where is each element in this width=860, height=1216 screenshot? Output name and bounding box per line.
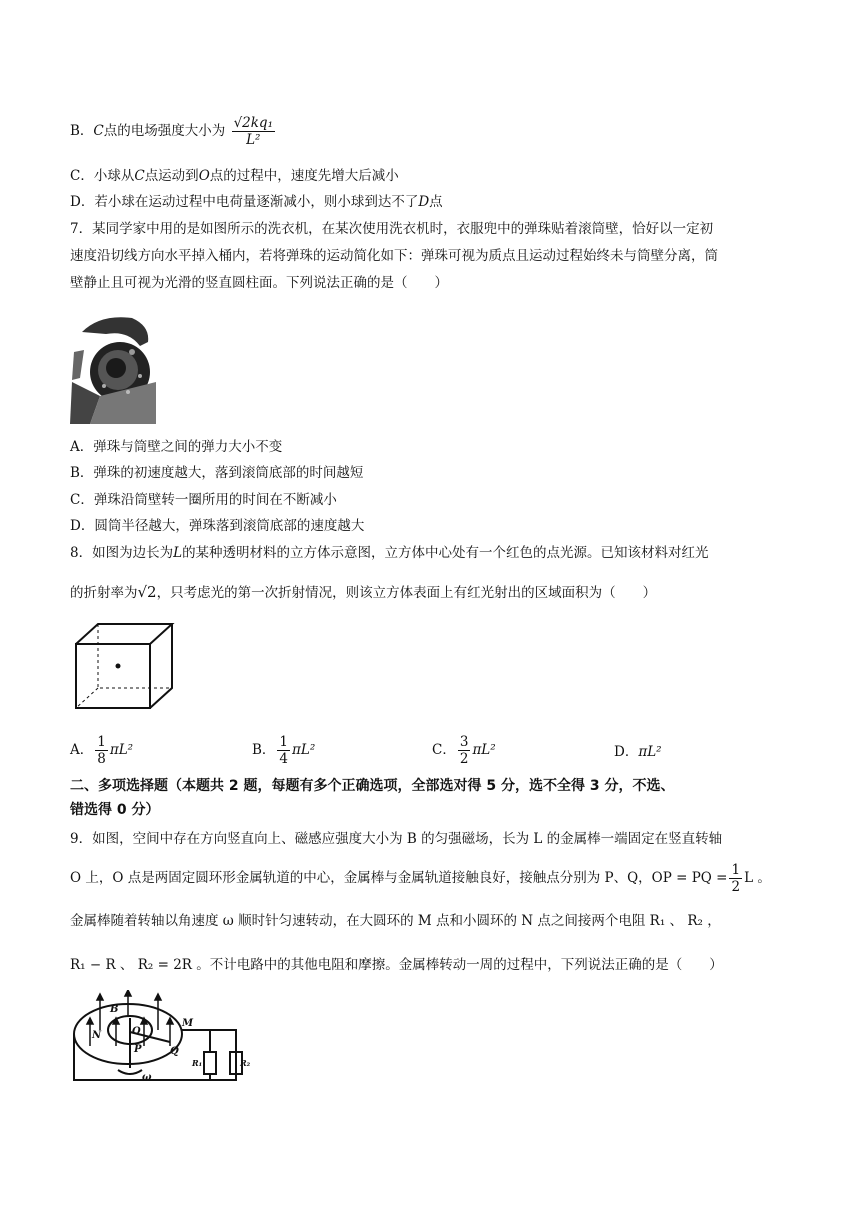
rotating-rod-circuit-figure — [70, 990, 250, 1086]
section-2-heading-line2: 错选得 0 分） — [70, 802, 160, 818]
q8-option-a: A． $\frac{1}{8}$ πL² — [70, 734, 134, 767]
washing-machine-figure — [70, 312, 156, 424]
cube-figure — [72, 620, 176, 712]
q6-option-c: C．小球从C点运动到O点的过程中，速度先增大后减小 — [70, 168, 399, 184]
q9-stem-line2: O 上，O 点是两固定圆环形金属轨道的中心，金属棒与金属轨道接触良好，接触点分别为 P、Q，OP = PQ = $\frac{1}{2}$ L 。 — [70, 862, 771, 895]
q7-stem-line3: 壁静止且可视为光滑的竖直圆柱面。下列说法正确的是（ ） — [70, 275, 448, 291]
label-r2: R₂ — [240, 1058, 250, 1068]
circuit-icon — [70, 990, 250, 1086]
q8-option-d: D．πL² — [614, 744, 662, 760]
q8-stem-line2: 的折射率为√2，只考虑光的第一次折射情况，则该立方体表面上有红光射出的区域面积为（ ） — [70, 583, 657, 601]
label-b: B — [110, 1004, 119, 1015]
sqrt-two: √2 — [137, 583, 157, 601]
q6-option-b-label: B． — [70, 123, 94, 139]
q6-option-d: D．若小球在运动过程中电荷量逐渐减小，则小球到达不了D点 — [70, 194, 443, 210]
q6-option-b — [70, 115, 277, 148]
light-source-dot — [116, 664, 121, 669]
label-o: O — [132, 1026, 141, 1037]
label-p: P — [134, 1044, 142, 1055]
q7-stem-line1: 7．某同学家中用的是如图所示的洗衣机，在某次使用洗衣机时，衣服兜中的弹珠贴着滚筒壁，恰好以一定初 — [70, 221, 714, 237]
washing-machine-icon — [70, 312, 156, 424]
q8-stem-line1: 8．如图为边长为L的某种透明材料的立方体示意图，立方体中心处有一个红色的点光源。已知该材料对红光 — [70, 545, 709, 561]
q9-stem-line3: 金属棒随着转轴以角速度 ω 顺时针匀速转动，在大圆环的 M 点和小圆环的 N 点之间接两个电阻 R₁ 、 R₂ ， — [70, 913, 721, 929]
q9-stem-line1: 9．如图，空间中存在方向竖直向上、磁感应强度大小为 B 的匀强磁场，长为 L 的金属棒一端固定在竖直转轴 — [70, 831, 723, 847]
point-c: C — [93, 123, 104, 139]
label-r1: R₁ — [192, 1058, 203, 1068]
q7-option-b: B．弹珠的初速度越大，落到滚筒底部的时间越短 — [70, 465, 364, 481]
q7-option-a: A．弹珠与筒壁之间的弹力大小不变 — [70, 439, 283, 455]
q8-option-c: C． $\frac{3}{2}$ πL² — [432, 734, 496, 767]
q7-option-d: D．圆筒半径越大，弹珠落到滚筒底部的速度越大 — [70, 518, 365, 534]
q6-option-b-fraction: $\frac{\text{√2kq₁}}{\text{L²}}$ — [233, 115, 273, 148]
label-omega: ω — [142, 1072, 152, 1083]
q6-option-b-text: 点的电场强度大小为 — [103, 123, 226, 139]
q9-stem-line4: R₁ − R 、 R₂ = 2R 。不计电路中的其他电阻和摩擦。金属棒转动一周的过程中，下列说法正确的是（ ） — [70, 957, 723, 973]
q8-option-b: B． $\frac{1}{4}$ πL² — [252, 734, 316, 767]
label-n: N — [92, 1030, 102, 1041]
section-2-heading-line1: 二、多项选择题（本题共 2 题，每题有多个正确选项，全部选对得 5 分，选不全得 3 分，不选、 — [70, 778, 675, 794]
q7-stem-line2: 速度沿切线方向水平掉入桶内，若将弹珠的运动简化如下：弹珠可视为质点且运动过程始终未与筒壁分离，筒 — [70, 248, 718, 264]
label-m: M — [182, 1018, 194, 1029]
q7-option-c: C．弹珠沿筒壁转一圈所用的时间在不断减小 — [70, 492, 337, 508]
label-q: Q — [170, 1046, 179, 1057]
cube-icon — [72, 620, 176, 712]
